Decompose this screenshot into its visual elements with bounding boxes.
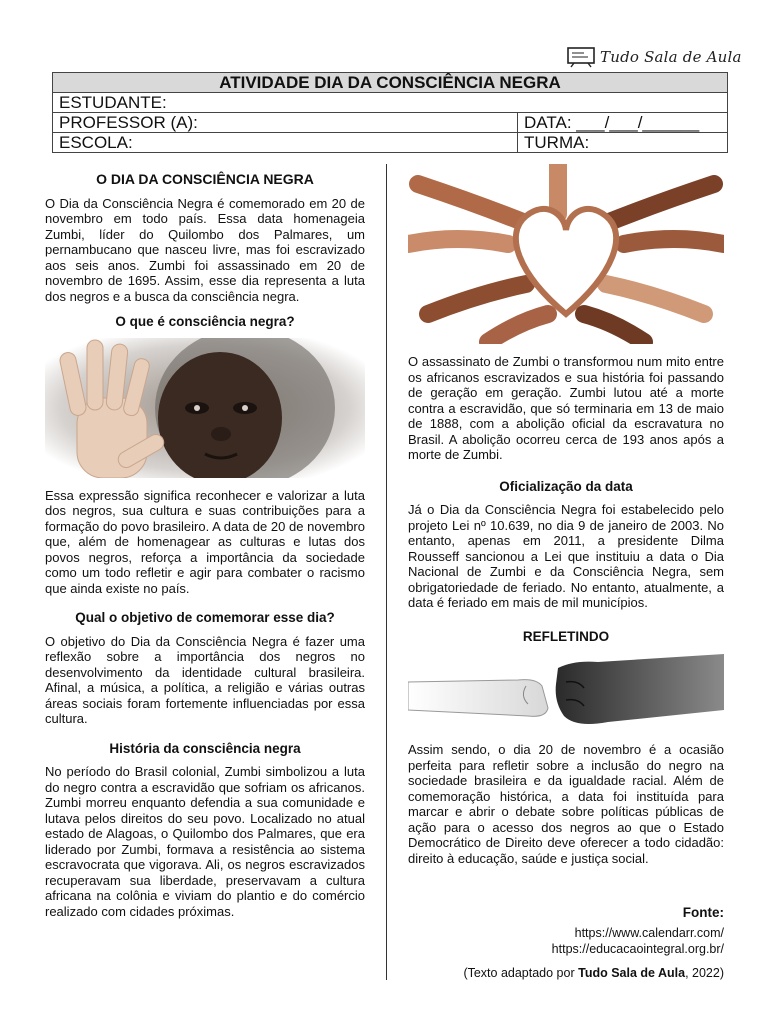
section-title-objective: Qual o objetivo de comemorar esse dia?: [75, 610, 335, 625]
source-link-educacao[interactable]: https://educacaointegral.org.br/: [551, 942, 724, 956]
section-title-history: História da consciência negra: [109, 740, 301, 756]
student-field: ESTUDANTE:: [53, 93, 728, 113]
fist-bump-photo: [408, 652, 724, 734]
child-hand-photo: [45, 338, 365, 478]
article-title: O DIA DA CONSCIÊNCIA NEGRA: [96, 171, 314, 187]
credit-name: Tudo Sala de Aula: [578, 966, 686, 980]
official-paragraph: Já o Dia da Consciência Negra foi estabelecido pelo projeto Lei nº 10.639, no dia 9 de janeiro de 2003. No entanto, apenas em 2011, a presidente Dilma Rousseff sancionou a Lei que instituiu a data o Dia Nacional de Zumbi e da Consciência Negra, sem obrigatoriedade de feriado. No entanto, atualmente, a data é feriado em mais de mil municípios.: [408, 502, 724, 610]
teacher-field: PROFESSOR (A):: [53, 113, 518, 133]
zumbi-myth-paragraph: O assassinato de Zumbi o transformou num mito entre os africanos escravizados e sua história foi passando de geração em geração. Zumbi lutou até a morte contra a escravidão, que só terminaria em 13 de maio de 1888, com a abolição oficial da escravatura no Brasil. A abolição ocorreu cerca de 193 anos após a morte de Zumbi.: [408, 354, 724, 462]
brand-name: Tudo Sala de Aula: [600, 48, 742, 66]
credit-suffix: , 2022): [685, 966, 724, 980]
header-table: [52, 72, 728, 153]
date-field: DATA: ___/___/______: [518, 113, 728, 133]
what-paragraph: Essa expressão significa reconhecer e valorizar a luta dos negros, sua cultura e suas contribuições para a formação do povo brasileiro. A data de 20 de novembro que, além de homenagear as culturas e lutas dos povos negros, reforça a importância da sociedade como um todo refletir e agir para combater o racismo que ainda existe no país.: [45, 487, 365, 596]
intro-paragraph: O Dia da Consciência Negra é comemorado em 20 de novembro em todo país. Essa data homenageia Zumbi, líder do Quilombo dos Palmares, um pernambucano que nasceu livre, mas foi escravizado aos seis anos. Zumbi foi assassinado em 20 de novembro de 1695. Assim, esse dia representa a luta dos negros e a busca da consciência negra.: [45, 195, 365, 304]
class-field: TURMA:: [518, 133, 728, 153]
section-title-reflecting: REFLETINDO: [522, 628, 610, 644]
credit-prefix: (Texto adaptado por: [463, 966, 579, 980]
history-paragraph: No período do Brasil colonial, Zumbi simbolizou a luta do negro contra a escravidão que sofriam os africanos. Zumbi morreu enquanto defendia a sua comunidade e lutava pelos direitos do seu povo. Localizado no atual estado de Alagoas, o Quilombo dos Palmares, que era liderado por Zumbi, formava a resistência ao sistema escravocrata que vigorava. Ali, os negros escravizados recuperavam sua liberdade, preservavam a cultura africana na colônia e viviam do plantio e do comércio realizado com cidades próximas.: [45, 764, 365, 919]
sources-label: Fonte:: [682, 905, 724, 920]
page-title: ATIVIDADE DIA DA CONSCIÊNCIA NEGRA: [53, 73, 728, 93]
right-column: [408, 164, 724, 866]
school-field: ESCOLA:: [53, 133, 518, 153]
left-column: [45, 164, 365, 919]
reflecting-paragraph: Assim sendo, o dia 20 de novembro é a ocasião perfeita para refletir sobre a inclusão do negro na sociedade brasileira e da igualdade racial. Além de comemoração histórica, a data foi instituída para marcar e abrir o debate sobre políticas públicas de ação para o acesso dos negros ao que o Estado Democrático de Direito deve oferecer a todo cidadão: direito à educação, saúde e justiça social.: [408, 742, 724, 866]
brand-logo: [566, 44, 742, 70]
column-divider: [386, 164, 387, 980]
adaptation-credit: [408, 965, 724, 981]
sources-block: [408, 905, 724, 981]
section-title-what: O que é consciência negra?: [115, 314, 295, 329]
chalkboard-icon: [566, 46, 596, 68]
objective-paragraph: O objetivo do Dia da Consciência Negra é fazer uma reflexão sobre a importância dos negros no desenvolvimento da identidade cultural brasileira. Afinal, a música, a política, a religião e várias outras áreas sociais foram fortemente influenciadas por essa cultura.: [45, 633, 365, 726]
hands-heart-photo: [408, 164, 724, 344]
source-link-calendarr[interactable]: https://www.calendarr.com/: [574, 926, 724, 940]
section-title-official: Oficialização da data: [499, 478, 633, 494]
